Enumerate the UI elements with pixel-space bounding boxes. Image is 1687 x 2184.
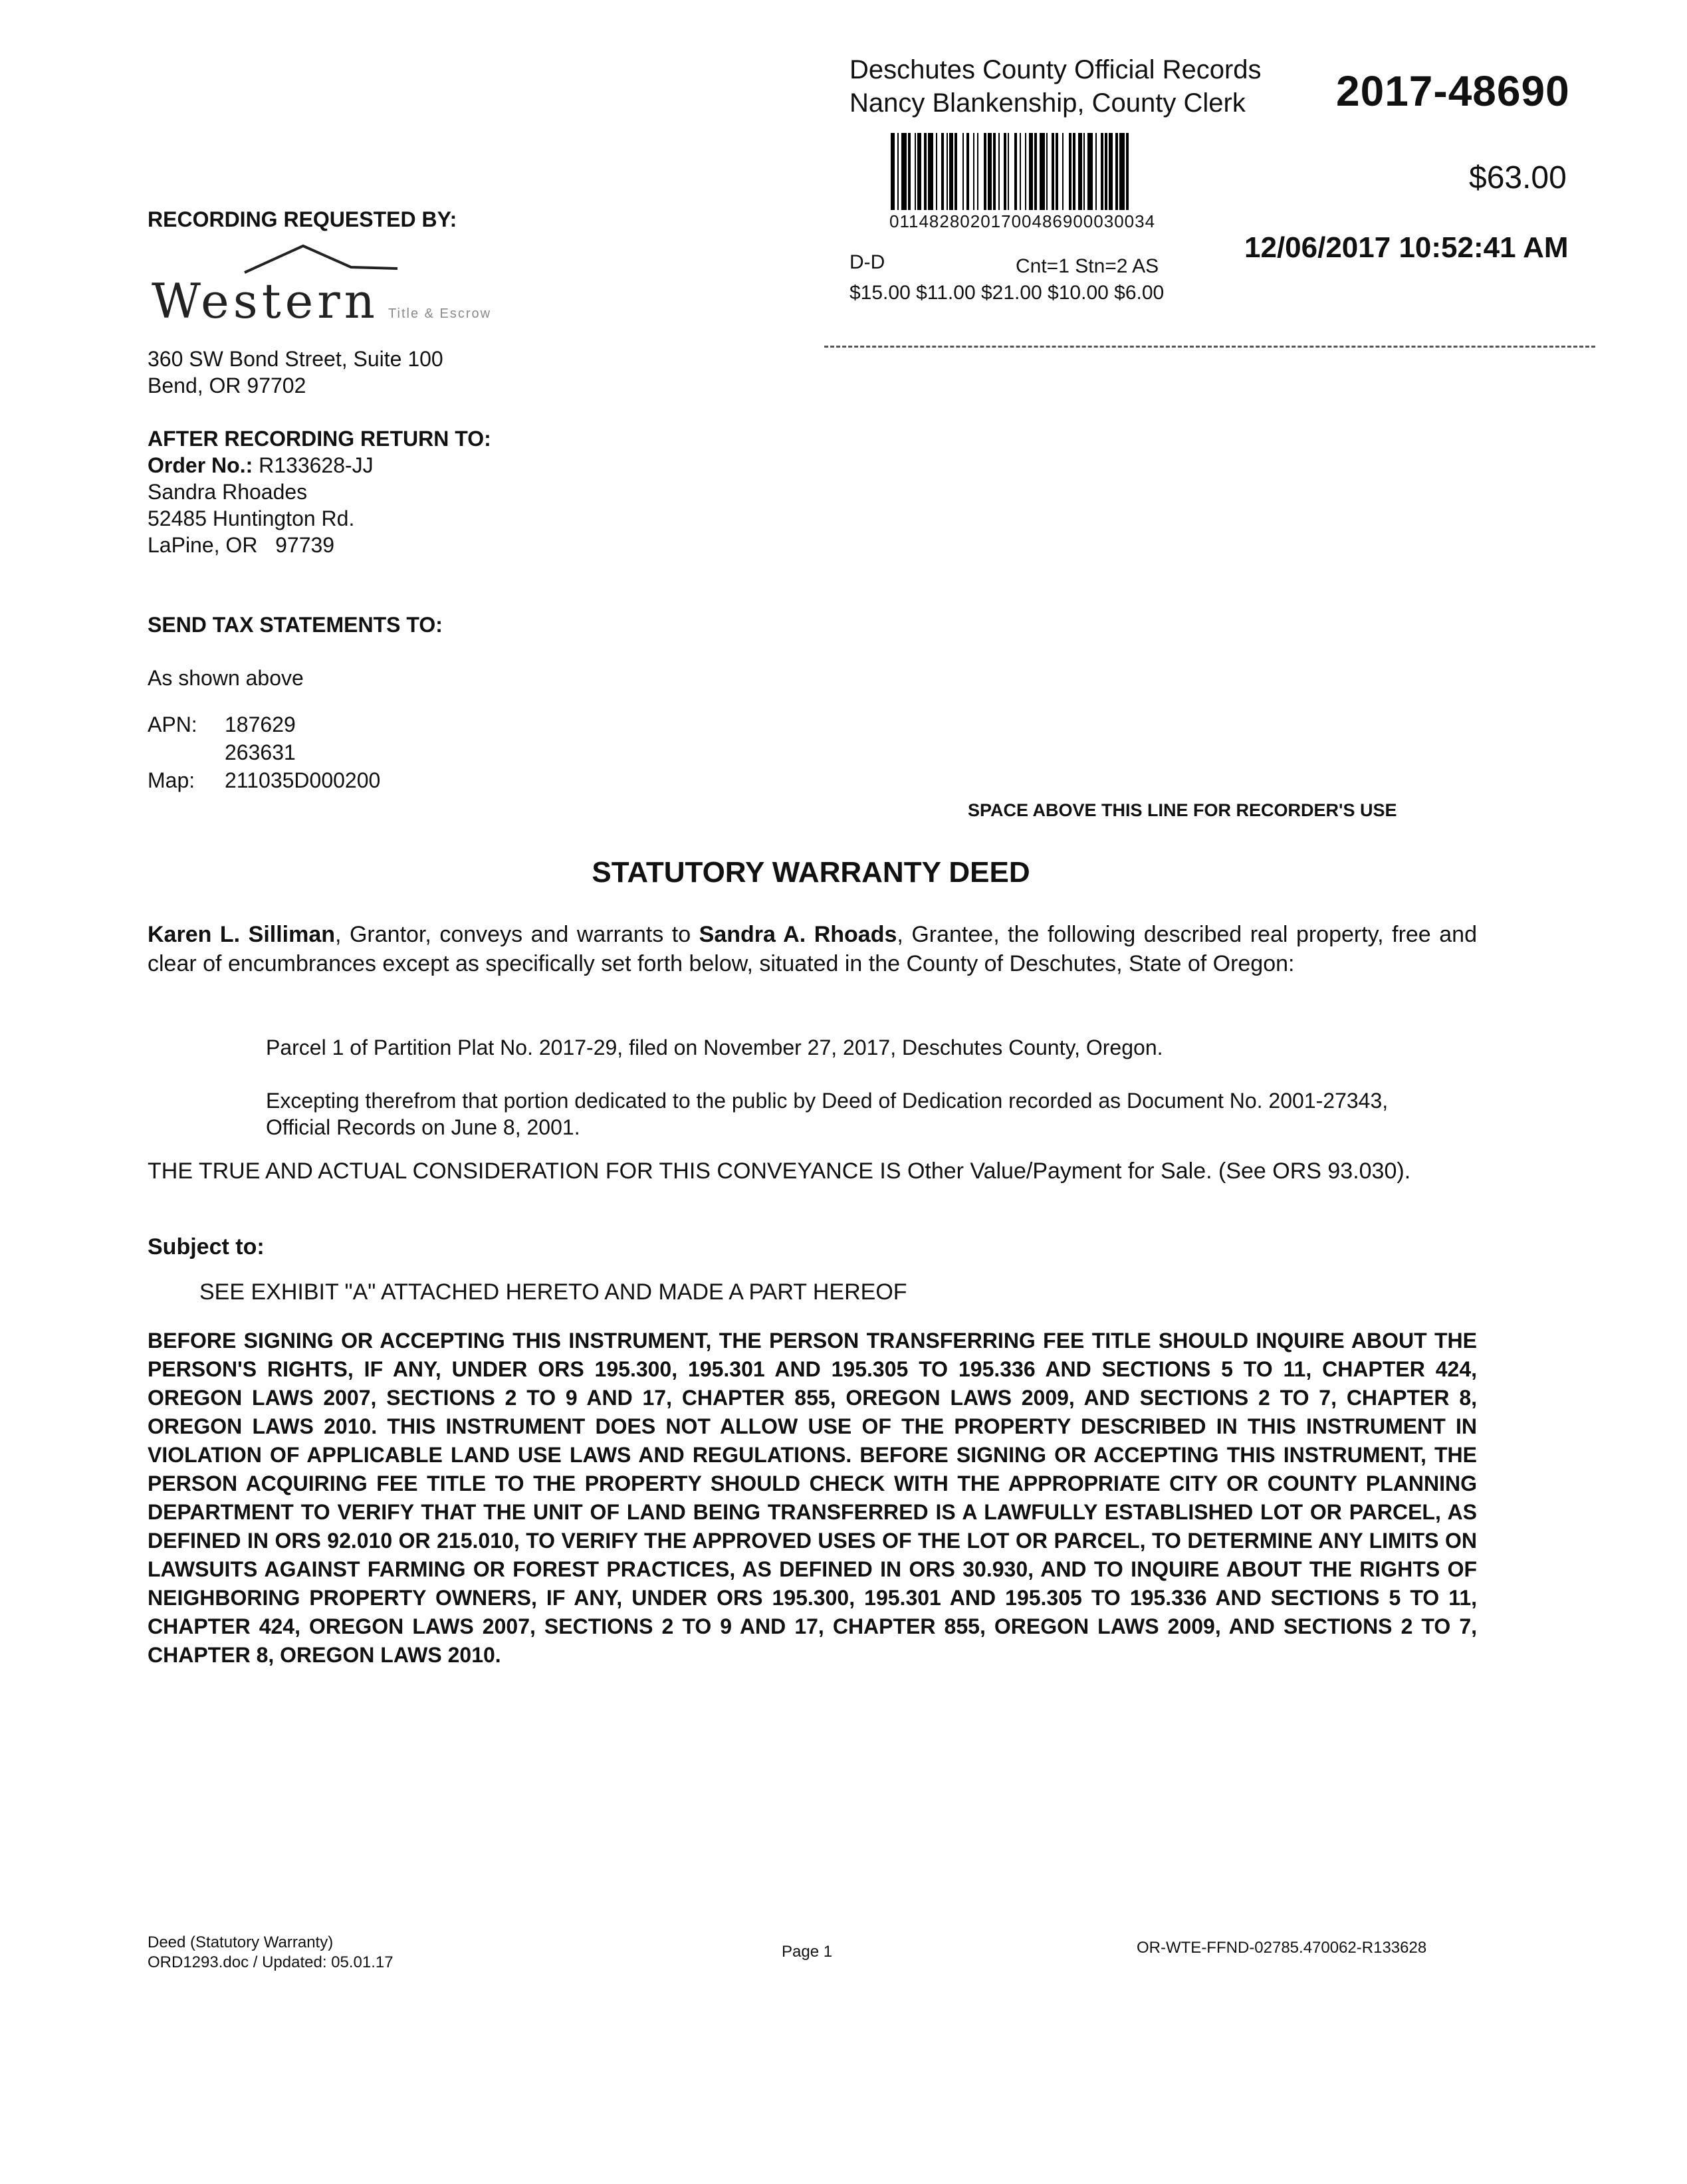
barcode-bar	[1040, 133, 1045, 210]
parcel-description: Parcel 1 of Partition Plat No. 2017-29, filed on November 27, 2017, Deschutes County, Oregon.	[266, 1036, 1163, 1059]
barcode-digits: 0114828020170048690003003​4	[889, 211, 1156, 231]
map-value: 211035D000200	[225, 768, 381, 792]
subject-to-value: SEE EXHIBIT "A" ATTACHED HERETO AND MADE A PART HEREOF	[199, 1279, 907, 1305]
barcode-bar	[928, 133, 933, 210]
barcode-bar	[1064, 133, 1069, 210]
order-number	[148, 452, 374, 479]
return-to-heading: AFTER RECORDING RETURN TO:	[148, 427, 491, 451]
barcode-bar	[1009, 133, 1014, 210]
company-logo-subtext: Title & Escrow	[388, 306, 492, 321]
grant-text-1: , Grantor, conveys and warrants to	[335, 922, 699, 947]
recorder-use-note: SPACE ABOVE THIS LINE FOR RECORDER'S USE	[968, 800, 1397, 820]
form-name: Deed (Statutory Warranty)	[148, 1933, 334, 1951]
subject-to-label: Subject to:	[148, 1234, 265, 1259]
form-file: ORD1293.doc / Updated: 05.01.17	[148, 1953, 394, 1971]
order-number-value: R133628-JJ	[259, 453, 374, 477]
recorder-space-divider	[824, 346, 1595, 348]
apn-label: APN:	[148, 712, 197, 736]
tax-statements-value: As shown above	[148, 666, 304, 690]
barcode-bar	[957, 133, 962, 210]
excepting-clause: Excepting therefrom that portion dedicated to the public by Deed of Dedication recorded as Document No. 2001-27343, Official Records on June 8, 2001.	[266, 1089, 1389, 1139]
company-logo	[152, 239, 491, 329]
fee-breakdown: $15.00 $11.00 $21.00 $10.00 $6.00	[849, 282, 1165, 304]
company-address-line1: 360 SW Bond Street, Suite 100	[148, 347, 443, 371]
barcode-bar	[1087, 133, 1093, 210]
document-reference: OR-WTE-FFND-02785.470062-R133628	[1137, 1939, 1427, 1957]
company-logo-text: Western	[152, 273, 380, 329]
recording-office: Deschutes County Official Records	[849, 55, 1262, 84]
document-number: 2017-48690	[1336, 67, 1570, 115]
apn-value-1: 187629	[225, 712, 296, 736]
document-title: STATUTORY WARRANTY DEED	[592, 856, 1030, 889]
tax-statements-heading: SEND TAX STATEMENTS TO:	[148, 613, 443, 637]
map-label: Map:	[148, 768, 195, 792]
land-use-warning: BEFORE SIGNING OR ACCEPTING THIS INSTRUMENT, THE PERSON TRANSFERRING FEE TITLE SHOULD INQUIRE ABOUT THE PERSON'S RIGHTS, IF ANY, UNDER ORS 195.300, 195.301 AND 195.305 TO 195.336 AND SECTIONS 5 TO 11, CHAPTER 424, OREGON LAWS 2007, SECTIONS 2 TO 9 AND 17, CHAPTER 855, OREGON LAWS 2009, AND SECTIONS 2 TO 7, CHAPTER 8, OREGON LAWS 2010. THIS INSTRUMENT DOES NOT ALLOW USE OF THE PROPERTY DESCRIBED IN THIS INSTRUMENT IN VIOLATION OF APPLICABLE LAND USE LAWS AND REGULATIONS. BEFORE SIGNING OR ACCEPTING THIS INSTRUMENT, THE PERSON ACQUIRING FEE TITLE TO THE PROPERTY SHOULD CHECK WITH THE APPROPRIATE CITY OR COUNTY PLANNING DEPARTMENT TO VERIFY THAT THE UNIT OF LAND BEING TRANSFERRED IS A LAWFULLY ESTABLISHED LOT OR PARCEL, AS DEFINED IN ORS 92.010 OR 215.010, TO VERIFY THE APPROVED USES OF THE LOT OR PARCEL, TO DETERMINE ANY LIMITS ON LAWSUITS AGAINST FARMING OR FOREST PRACTICES, AS DEFINED IN ORS 30.930, AND TO INQUIRE ABOUT THE RIGHTS OF NEIGHBORING PROPERTY OWNERS, IF ANY, UNDER ORS 195.300, 195.301 AND 195.305 TO 195.336 AND SECTIONS 5 TO 11, CHAPTER 424, OREGON LAWS 2007, SECTIONS 2 TO 9 AND 17, CHAPTER 855, OREGON LAWS 2009, AND SECTIONS 2 TO 7, CHAPTER 8, OREGON LAWS 2010.	[148, 1329, 1477, 1667]
barcode-bar	[1129, 133, 1133, 210]
barcode	[891, 133, 1409, 210]
grant-clause	[148, 920, 1477, 978]
grantee-name: Sandra A. Rhoads	[699, 922, 897, 947]
order-number-label: Order No.:	[148, 453, 253, 477]
consideration-statement: THE TRUE AND ACTUAL CONSIDERATION FOR THIS CONVEYANCE IS Other Value/Payment for Sale. (See ORS 93.030).	[148, 1158, 1411, 1184]
grantor-name: Karen L. Silliman	[148, 922, 336, 947]
barcode-bar	[1119, 133, 1125, 210]
county-clerk: Nancy Blankenship, County Clerk	[849, 88, 1246, 118]
barcode-bar	[901, 133, 907, 210]
return-city: LaPine, OR 97739	[148, 533, 335, 557]
apn-value-2: 263631	[225, 740, 296, 764]
recording-datetime: 12/06/2017 10:52:41 AM	[1244, 231, 1569, 264]
document-type-code: D-D	[849, 251, 885, 273]
company-address-line2: Bend, OR 97702	[148, 374, 306, 397]
barcode-bar	[978, 133, 984, 210]
count-station: Cnt=1 Stn=2 AS	[1016, 255, 1159, 277]
return-name: Sandra Rhoades	[148, 480, 308, 504]
total-fee: $63.00	[1469, 160, 1567, 195]
requested-by-heading: RECORDING REQUESTED BY:	[148, 207, 457, 231]
page-number: Page 1	[782, 1943, 833, 1961]
return-street: 52485 Huntington Rd.	[148, 506, 355, 530]
grant-text-2: , Grantee, the following described real property, free and clear of encumbrances except as specifically set forth below, situated in the County of Deschutes, State of Oregon:	[148, 922, 1477, 976]
